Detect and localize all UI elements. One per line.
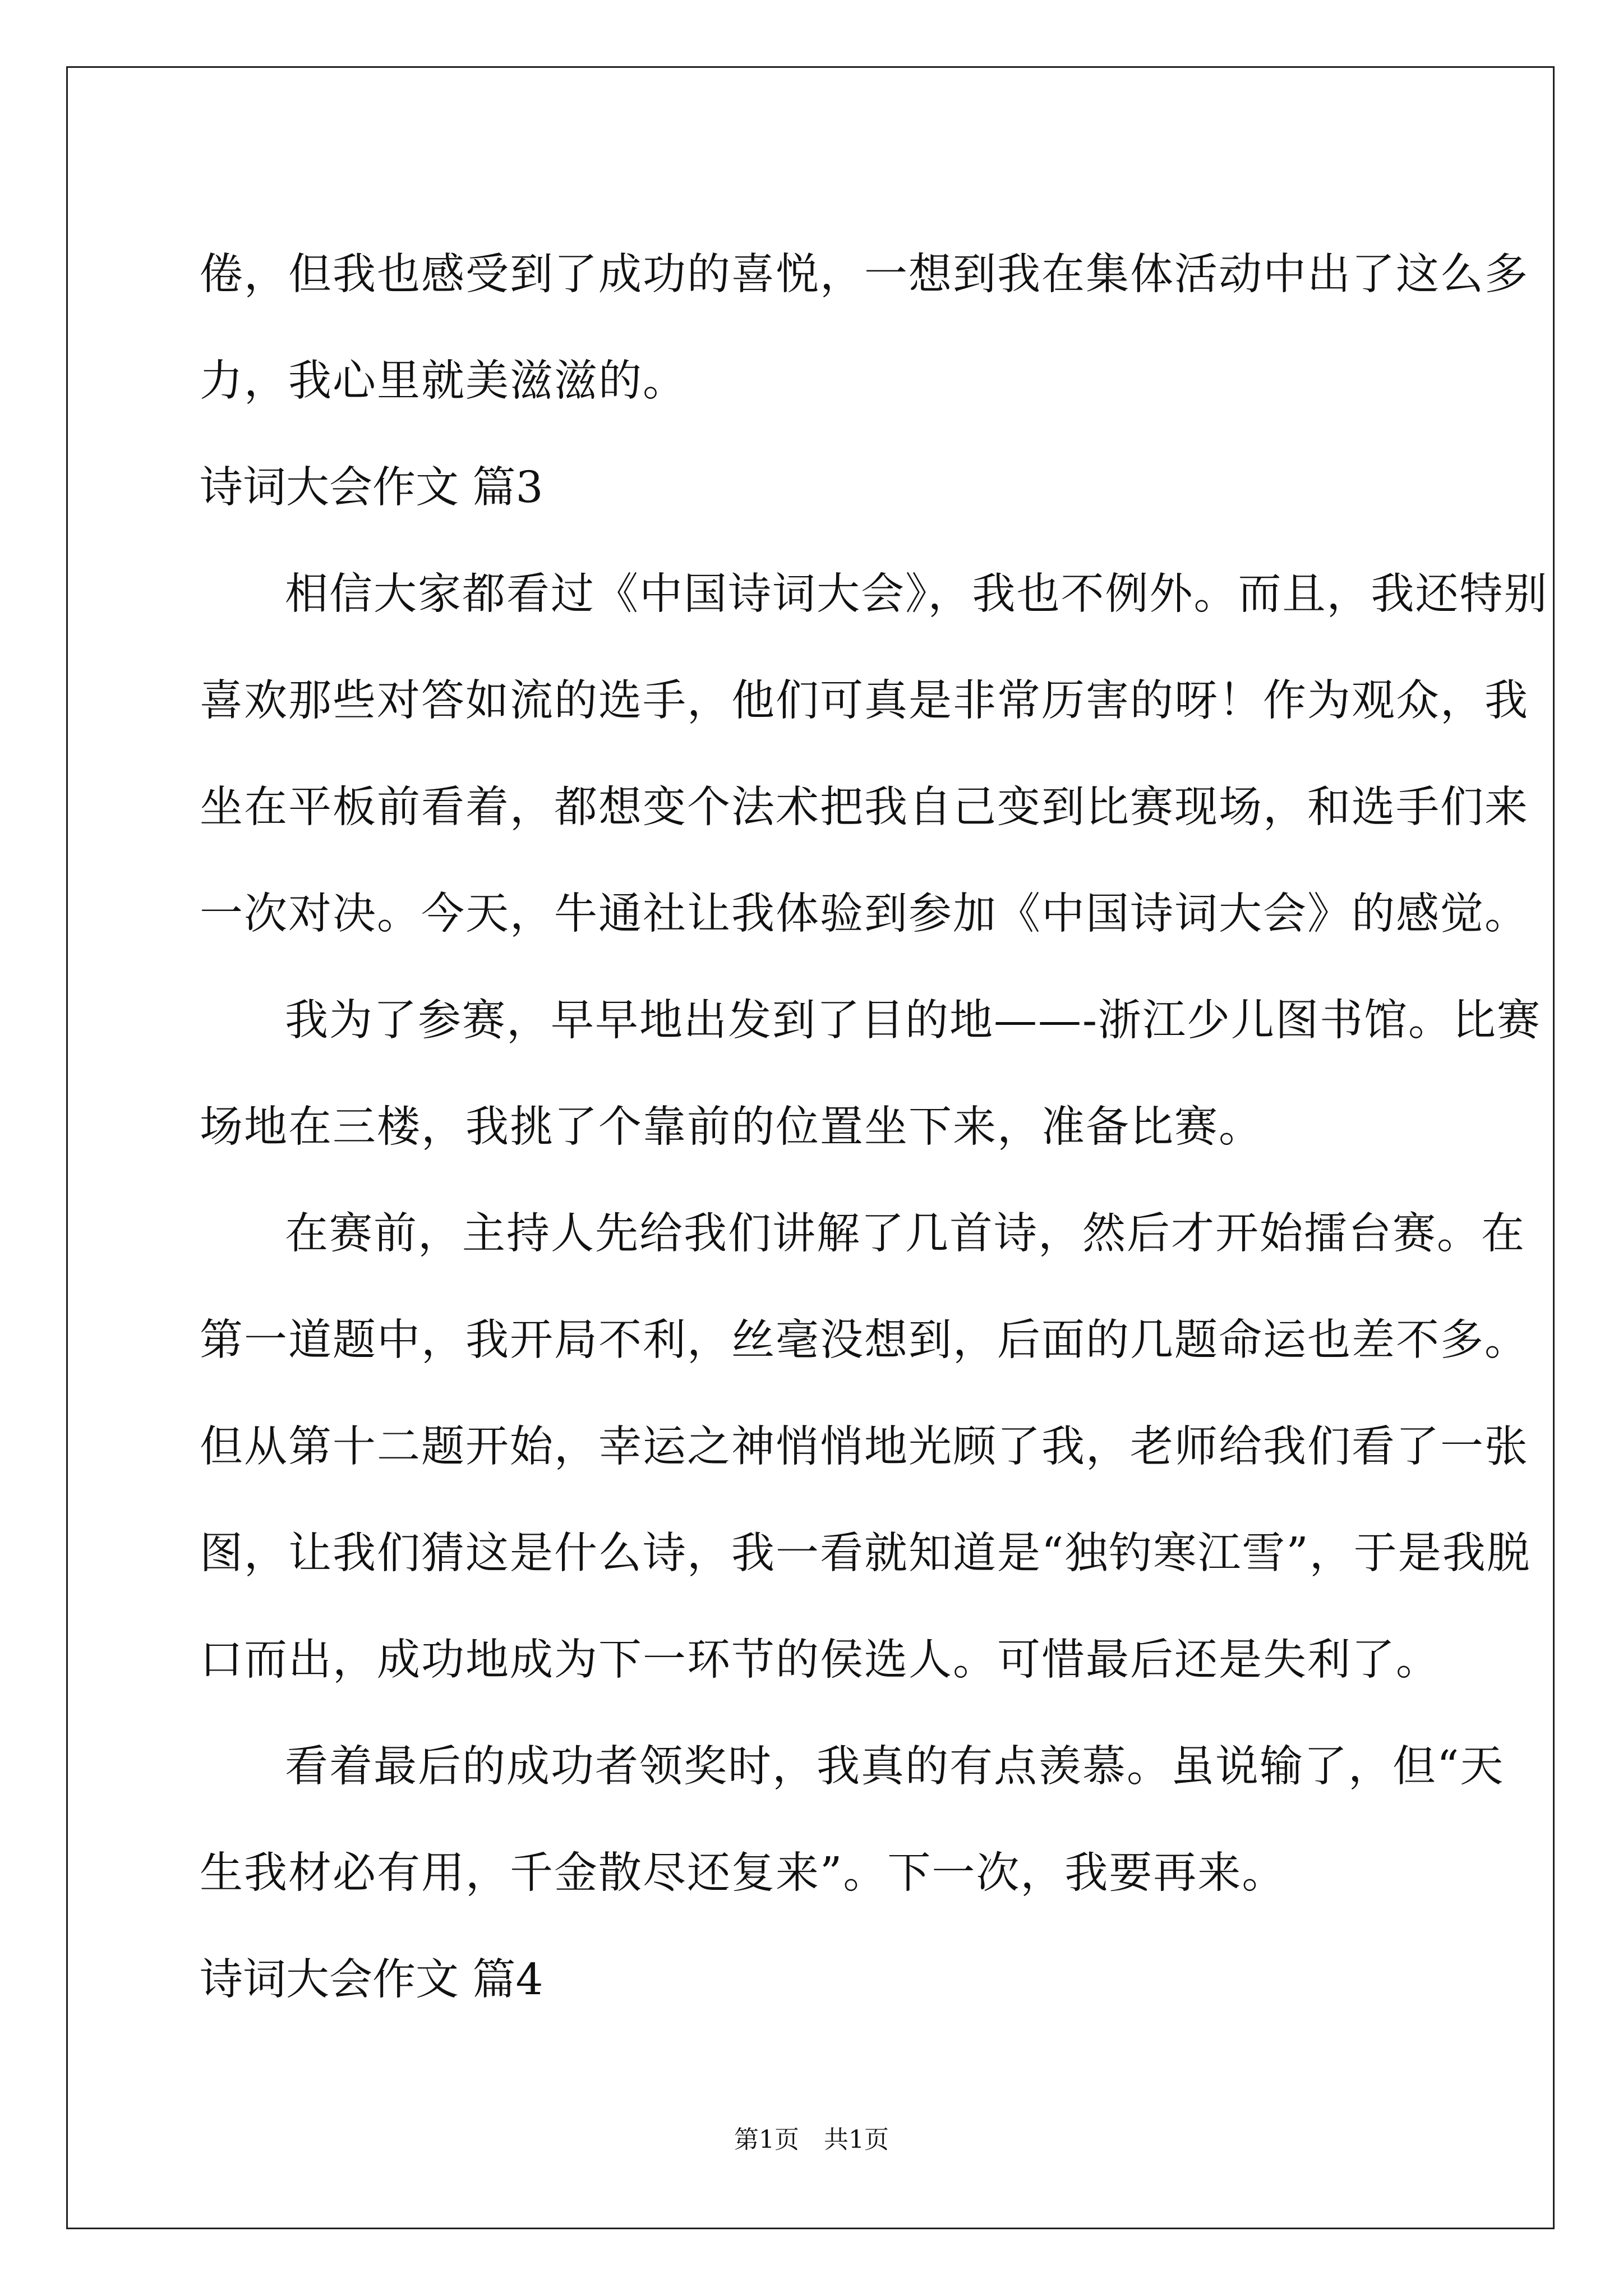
text-line: 力，我心里就美滋滋的。 [200, 356, 687, 406]
text-line: 场地在三楼，我挑了个靠前的位置坐下来，准备比赛。 [200, 1102, 1263, 1152]
text-line: 坐在平板前看着，都想变个法术把我自己变到比赛现场，和选手们来 [200, 783, 1529, 832]
text-line: 口而出，成功地成为下一环节的侯选人。可惜最后还是失利了。 [200, 1635, 1440, 1685]
paragraph-start-line: 在赛前，主持人先给我们讲解了几首诗，然后才开始擂台赛。在 [285, 1209, 1525, 1259]
paragraph-start-line: 我为了参赛，早早地出发到了目的地——-浙江少儿图书馆。比赛 [285, 996, 1542, 1046]
text-line: 一次对决。今天，牛通社让我体验到参加《中国诗词大会》的感觉。 [200, 889, 1529, 939]
text-line: 图，让我们猜这是什么诗，我一看就知道是“独钓寒江雪”，于是我脱 [200, 1529, 1531, 1579]
text-line: 倦，但我也感受到了成功的喜悦，一想到我在集体活动中出了这么多 [200, 250, 1529, 300]
text-line: 第一道题中，我开局不利，丝毫没想到，后面的几题命运也差不多。 [200, 1315, 1529, 1365]
section-heading: 诗词大会作文 篇4 [200, 1955, 543, 2005]
page-number-footer: 第1页 共1页 [734, 2125, 889, 2154]
paragraph-start-line: 看着最后的成功者领奖时，我真的有点羡慕。虽说输了，但“天 [285, 1742, 1505, 1792]
section-heading: 诗词大会作文 篇3 [200, 463, 543, 513]
paragraph-start-line: 相信大家都看过《中国诗词大会》，我也不例外。而且，我还特别 [285, 569, 1548, 619]
text-line: 喜欢那些对答如流的选手，他们可真是非常历害的呀！作为观众，我 [200, 676, 1529, 726]
text-line: 生我材必有用，千金散尽还复来”。下一次，我要再来。 [200, 1848, 1287, 1898]
document-body [200, 222, 1548, 2033]
text-line: 但从第十二题开始，幸运之神悄悄地光顾了我，老师给我们看了一张 [200, 1422, 1529, 1472]
